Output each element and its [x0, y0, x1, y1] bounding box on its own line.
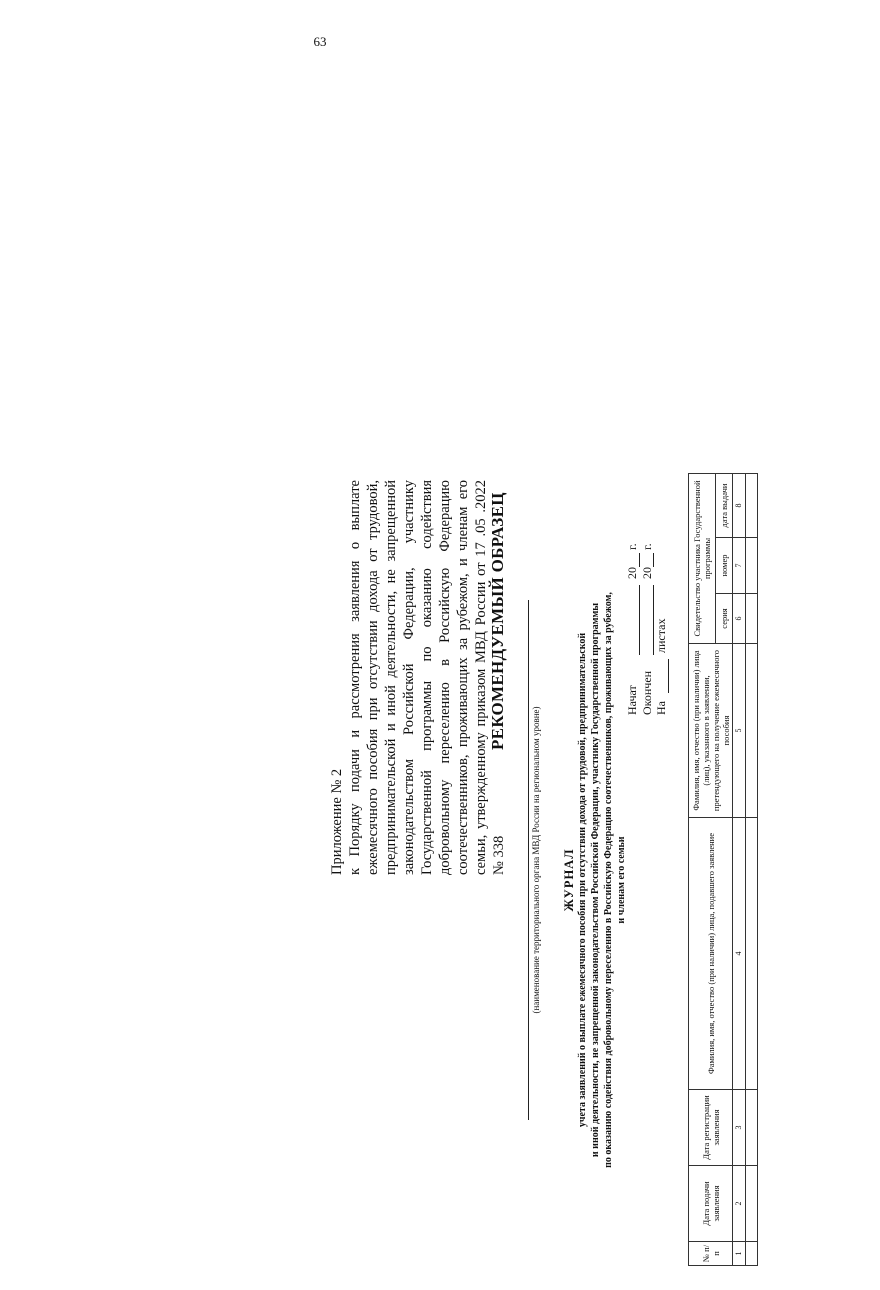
appendix-body: к Порядку подачи и рассмотрения заявления о выплате ежемесячного пособия при отсутствии дохода от трудовой, предпринимательской и иной деятельности, не запрещенной законодательством Российской Федерации, участнику Государственной программы по оказанию содействия добровольному переселению в Российскую Федерацию соотечественников, проживающих за рубежом, и членам его семьи, утвержденному приказом МВД России от 17 .05 .2022 № 338: [347, 480, 507, 875]
started-date-blank: [639, 585, 640, 655]
column-number: 8: [733, 473, 746, 537]
table-header-row: [689, 473, 716, 1265]
finished-row: [640, 505, 655, 715]
page-number: 63: [313, 34, 327, 49]
header-series: серия: [716, 594, 733, 644]
started-year-prefix: 20: [625, 567, 639, 579]
header-recipient: Фамилия, имя, отчество (при наличии) лица (лиц), указанного в заявлении, претендующего на получение ежемесячного пособия: [689, 644, 733, 818]
journal-line-4: и членам его семьи: [616, 836, 627, 924]
authority-caption: (наименование территориального органа МВД России на региональном уровне): [528, 600, 541, 1120]
header-date-submit: Дата подачи заявления: [689, 1166, 733, 1242]
column-number: 1: [733, 1242, 746, 1266]
journal-heading: ЖУРНАЛ: [562, 848, 576, 912]
finished-year-blank: [653, 553, 654, 567]
table-cell: [746, 644, 758, 818]
column-number: 6: [733, 594, 746, 644]
sheets-count-blank: [668, 659, 669, 693]
header-issue-date: дата выдачи: [716, 473, 733, 537]
journal-marks: [625, 505, 669, 715]
table-cell: [746, 818, 758, 1090]
header-date-reg: Дата регистрации заявления: [689, 1090, 733, 1166]
finished-label: Окончен: [639, 670, 654, 715]
header-applicant: Фамилия, имя, отчество (при наличии) лица, подавшего заявление: [689, 818, 733, 1090]
finished-year-suffix: г.: [639, 543, 654, 550]
table-cell: [746, 538, 758, 594]
started-label: Начат: [625, 685, 639, 715]
journal-line-1: учета заявлений о выплате ежемесячного пособия при отсутствии дохода от трудовой, предпринимательской: [577, 632, 588, 1128]
journal-title: [563, 510, 628, 1250]
header-certificate: Свидетельство участника Государственной программы: [689, 473, 716, 643]
sheets-row: [654, 505, 669, 715]
sheet-content: [320, 470, 880, 1290]
column-number: 4: [733, 818, 746, 1090]
journal-line-3: по оказанию содействия добровольному переселению в Российскую Федерацию соотечественников, проживающих за рубежом,: [603, 592, 614, 1168]
column-number: 3: [733, 1090, 746, 1166]
journal-line-2: и иной деятельности, не запрещенной законодательством Российской Федерации, участнику Государственной программы: [590, 602, 601, 1158]
table-row: [746, 473, 758, 1265]
column-number: 5: [733, 644, 746, 818]
table-cell: [746, 594, 758, 644]
header-number: номер: [716, 538, 733, 594]
journal-table: [688, 473, 758, 1266]
sheets-label: листах: [654, 618, 668, 653]
table-cell: [746, 1090, 758, 1166]
table-cell: [746, 1242, 758, 1266]
finished-year-prefix: 20: [639, 567, 654, 579]
table-cell: [746, 473, 758, 537]
column-number: 7: [733, 538, 746, 594]
appendix-title: Приложение № 2: [329, 768, 345, 875]
header-num: № п/п: [689, 1242, 733, 1266]
column-number: 2: [733, 1166, 746, 1242]
column-number-row: [733, 473, 746, 1265]
on-label: На: [654, 701, 668, 715]
table-cell: [746, 1166, 758, 1242]
started-row: [625, 505, 640, 715]
recommended-sample-stamp: РЕКОМЕНДУЕМЫЙ ОБРАЗЕЦ: [488, 492, 507, 750]
started-year-suffix: г.: [625, 543, 639, 550]
started-year-blank: [639, 553, 640, 567]
appendix-block: [328, 480, 508, 875]
rotated-sheet: [320, 470, 880, 1290]
